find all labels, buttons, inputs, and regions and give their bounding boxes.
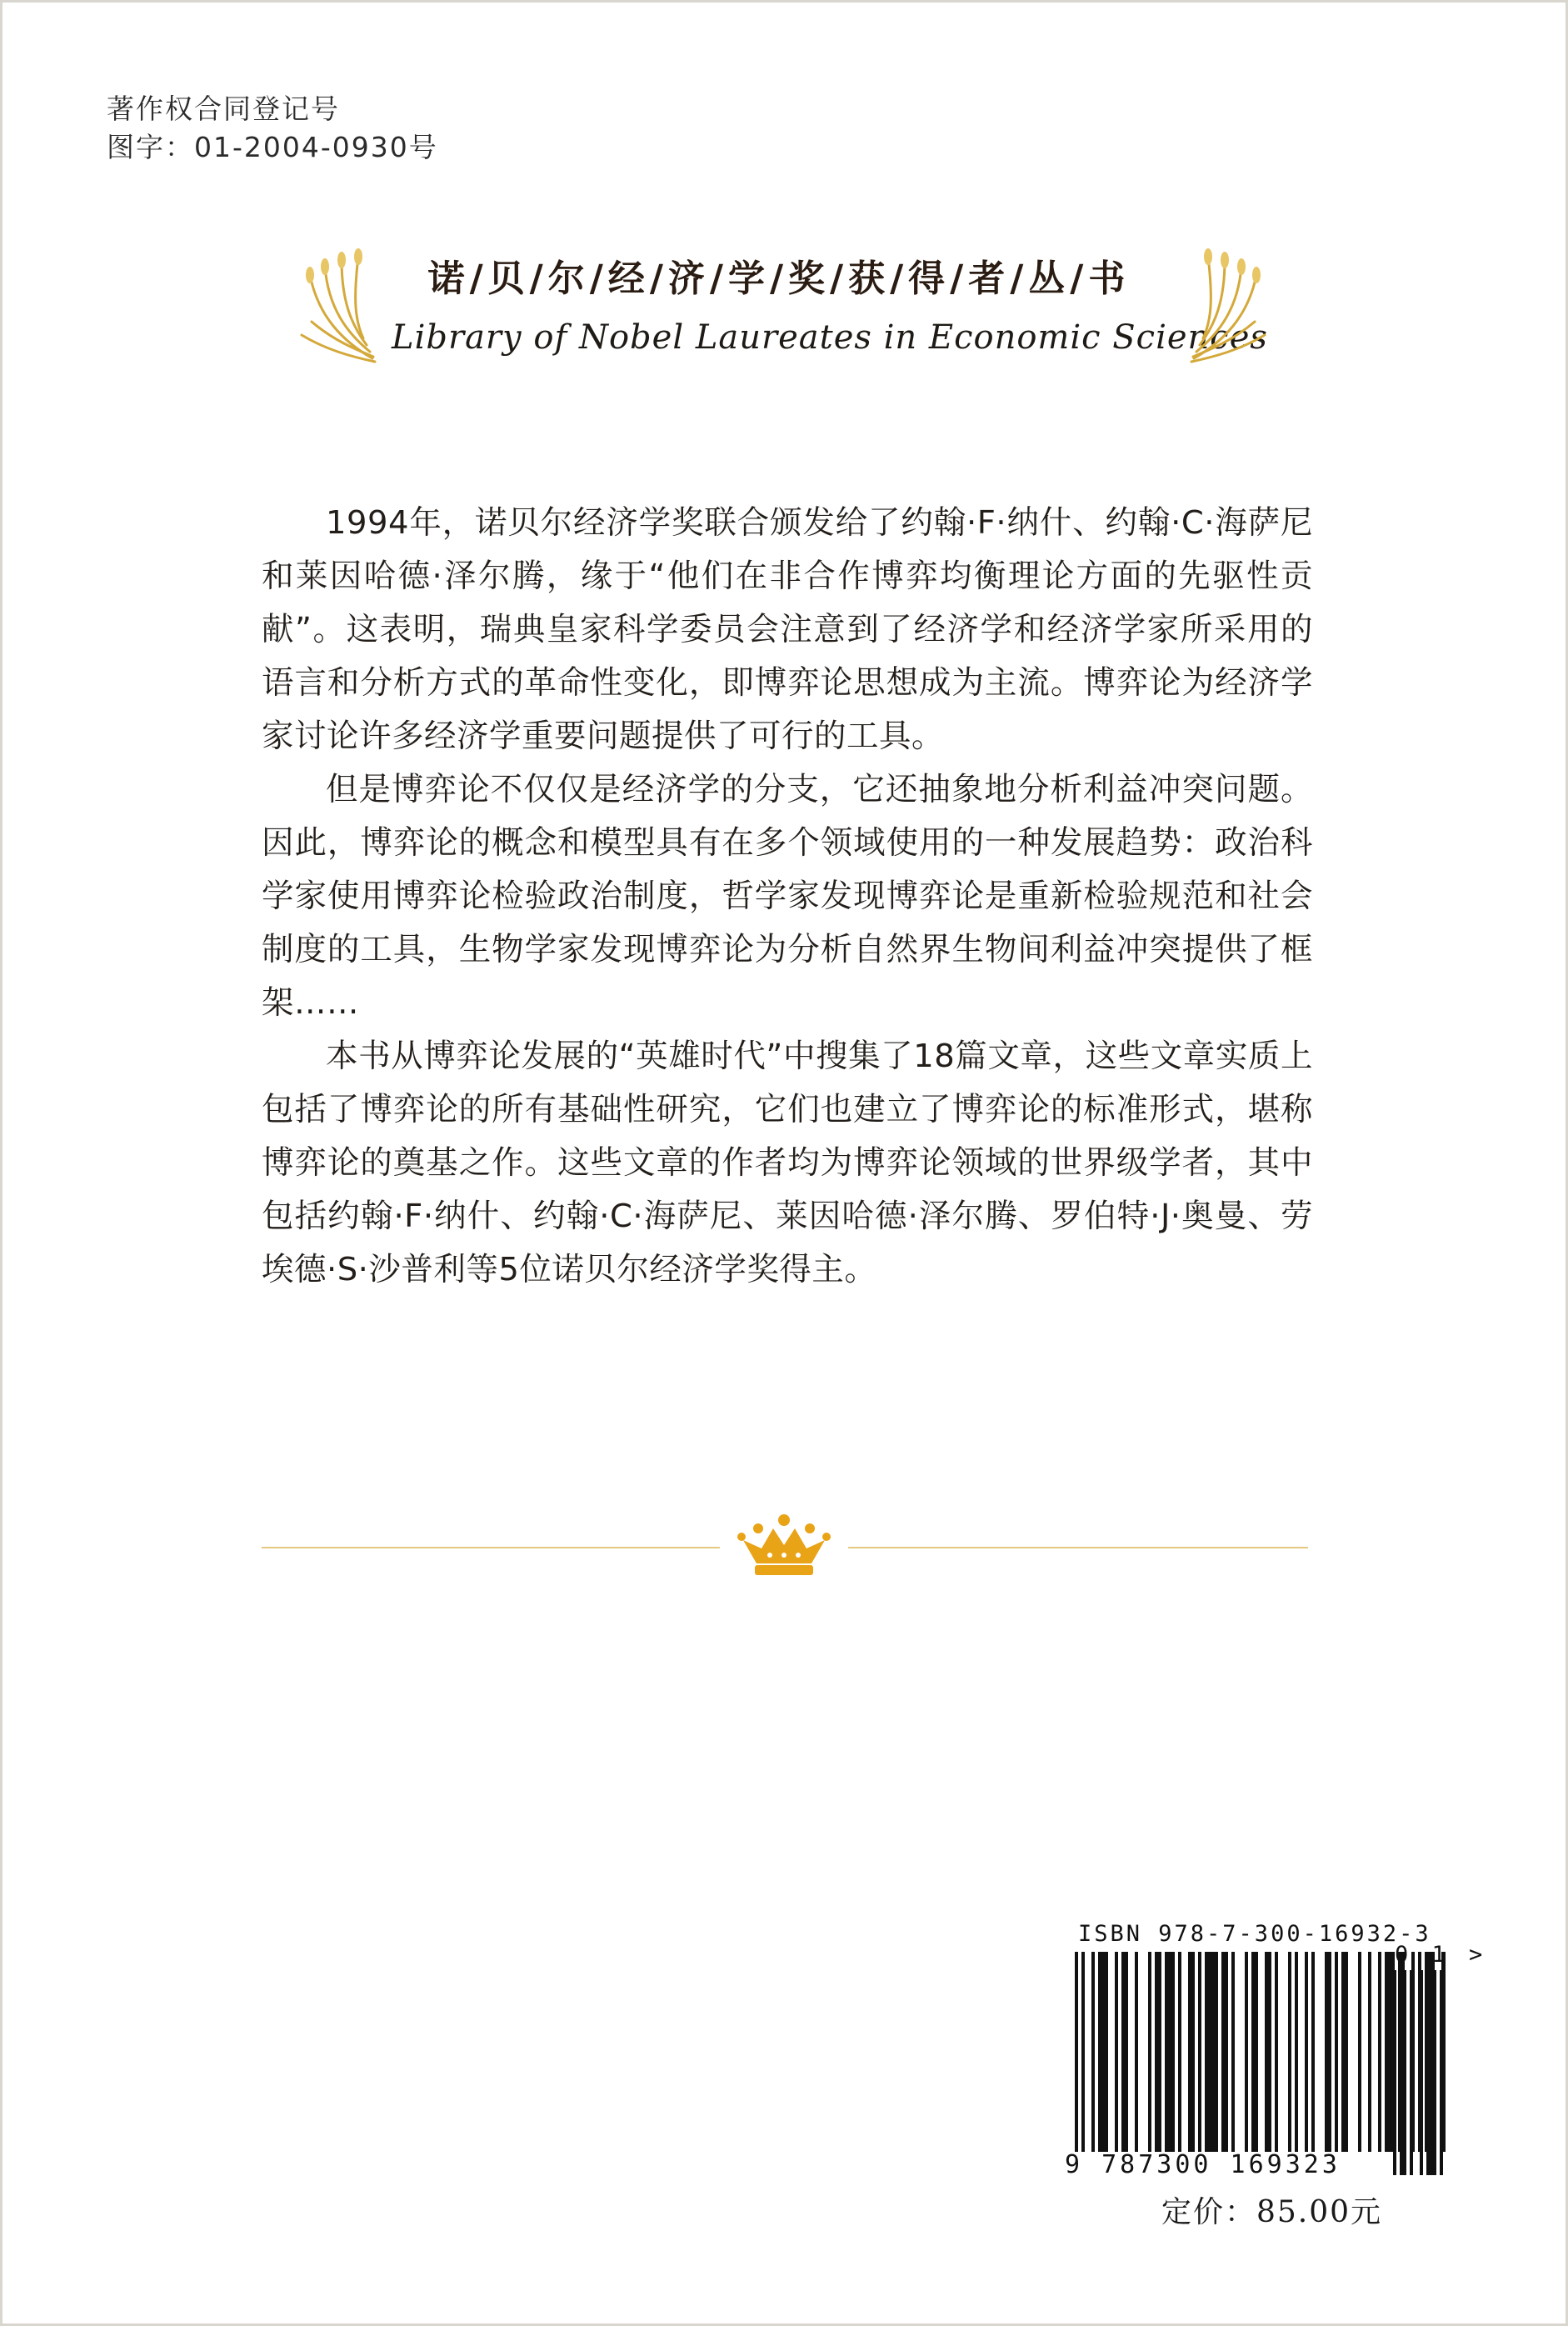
barcode-bar — [1178, 1952, 1181, 2152]
copyright-registration-label: 著作权合同登记号 — [107, 93, 340, 125]
barcode-bar — [1305, 1952, 1308, 2152]
barcode-bar — [1231, 1952, 1235, 2152]
barcode-bar — [1205, 1952, 1218, 2152]
barcode-bar — [1335, 1952, 1338, 2152]
barcode-bar — [1410, 1970, 1413, 2175]
barcode-bar — [1378, 1952, 1381, 2152]
barcode-bar — [1148, 1952, 1151, 2152]
divider-line-left — [262, 1547, 720, 1548]
barcode-bar — [1115, 1952, 1118, 2152]
barcode-bar — [1075, 1952, 1078, 2152]
description-paragraph: 但是博弈论不仅仅是经济学的分支，它还抽象地分析利益冲突问题。因此，博弈论的概念和模型具有在多个领域使用的一种发展趋势：政治科学家使用博弈论检验政治制度，哲学家发现博弈论是重新检验规范和社会制度的工具，生物学家发现博弈论为分析自然界生物间利益冲突提供了框架…… — [262, 771, 1313, 1022]
barcode-bar — [1426, 1970, 1436, 2175]
barcode — [1075, 1952, 1446, 2152]
barcode-bar — [1420, 1970, 1423, 2175]
barcode-bar — [1155, 1952, 1161, 2152]
book-description — [262, 497, 1313, 1297]
series-title-english: Library of Nobel Laureates in Economic Sciences — [392, 318, 1268, 357]
barcode-bar — [1265, 1952, 1271, 2152]
barcode-digits: 9 787300 169323 — [1065, 2150, 1341, 2179]
barcode-bar — [1341, 1952, 1348, 2152]
barcode-bar — [1121, 1952, 1128, 2152]
description-paragraph: 1994年，诺贝尔经济学奖联合颁发给了约翰·F·纳什、约翰·C·海萨尼和莱因哈德·泽尔腾，缘于“他们在非合作博弈均衡理论方面的先驱性贡献”。这表明，瑞典皇家科学委员会注意到了经济学和经济学家所采用的语言和分析方式的革命性变化，即博弈论思想成为主流。博弈论为经济学家讨论许多经济学重要问题提供了可行的工具。 — [262, 504, 1313, 755]
barcode-bar — [1393, 1970, 1396, 2175]
barcode-bar — [1091, 1952, 1095, 2152]
barcode-bar — [1288, 1952, 1291, 2152]
copyright-block — [107, 90, 438, 167]
price-label: 定价：85.00元 — [1161, 2195, 1383, 2229]
divider-line-right — [848, 1547, 1308, 1548]
barcode-bar — [1135, 1952, 1138, 2152]
barcode-bar — [1165, 1952, 1175, 2152]
barcode-bar — [1275, 1952, 1278, 2152]
barcode-bar — [1311, 1952, 1315, 2152]
crown-icon — [737, 1512, 831, 1578]
series-title: 诺/贝/尔/经/济/学/奖/获/得/者/丛/书 — [427, 258, 1131, 300]
barcode-bar — [1325, 1952, 1331, 2152]
barcode-bar — [1221, 1952, 1228, 2152]
barcode-bar — [1081, 1952, 1085, 2152]
isbn-label: ISBN 978-7-300-16932-3 — [1078, 1921, 1431, 1947]
barcode-bar — [1251, 1952, 1258, 2152]
barcode-bar — [1368, 1952, 1371, 2152]
description-paragraph: 本书从博弈论发展的“英雄时代”中搜集了18篇文章，这些文章实质上包括了博弈论的所有基础性研究，它们也建立了博弈论的标准形式，堪称博弈论的奠基之作。这些文章的作者均为博弈论领域的世界级学者，其中包括约翰·F·纳什、约翰·C·海萨尼、莱因哈德·泽尔腾、罗伯特·J·奥曼、劳埃德·S·沙普利等5位诺贝尔经济学奖得主。 — [262, 1038, 1313, 1288]
wing-flourish-icon — [1181, 242, 1273, 367]
barcode-bar — [1400, 1970, 1406, 2175]
barcode-bar — [1440, 1970, 1443, 2175]
barcode-bar — [1198, 1952, 1201, 2152]
barcode-bar — [1358, 1952, 1361, 2152]
barcode-bar — [1245, 1952, 1248, 2152]
barcode-bar — [1295, 1952, 1298, 2152]
barcode-bar — [1098, 1952, 1108, 2152]
barcode-addon-code: 0 1 > — [1395, 1942, 1488, 1968]
barcode-addon — [1393, 1970, 1446, 2175]
copyright-registration-number: 图字：01-2004-0930号 — [107, 131, 438, 163]
barcode-bar — [1188, 1952, 1195, 2152]
